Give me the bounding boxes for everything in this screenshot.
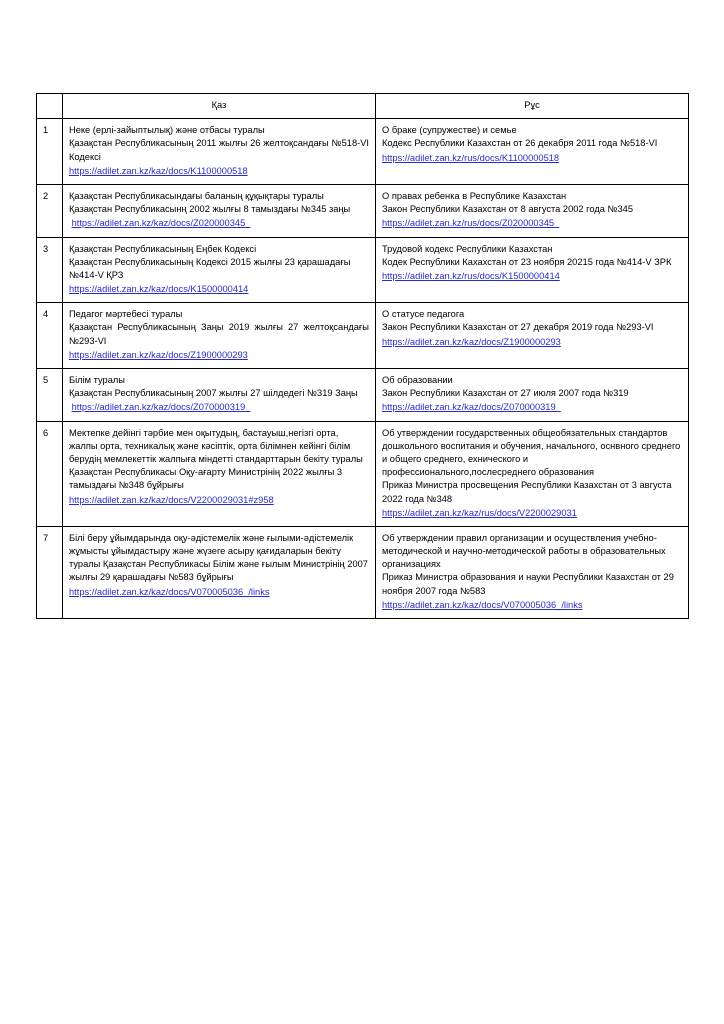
rus-source-link[interactable]: https://adilet.zan.kz/rus/docs/K1500000414 (382, 270, 560, 281)
table-row (37, 369, 689, 422)
rus-title: Трудовой кодекс Республики Казахстан (382, 243, 553, 254)
row-kaz-cell (63, 526, 376, 618)
rus-source-link[interactable]: https://adilet.zan.kz/kaz/docs/V070005036_/links (382, 599, 583, 610)
row-number: 4 (37, 303, 63, 369)
rus-reference: Приказ Министра просвещения Республики Казахстан от 3 августа 2022 года №348 (382, 480, 672, 504)
kaz-reference: Қазақстан Республикасының 2011 жылғы 26 желтоқсандағы №518-VI Кодексі (69, 138, 369, 162)
kaz-source-link[interactable]: https://adilet.zan.kz/kaz/docs/V070005036_/links (69, 586, 270, 597)
rus-reference: Закон Республики Казахстан от 8 августа 2002 года №345 (382, 204, 634, 215)
rus-source-link[interactable]: https://adilet.zan.kz/kaz/docs/Z1900000293 (382, 336, 561, 347)
rus-title: О правах ребенка в Республике Казахстан (382, 190, 567, 201)
table-row (37, 119, 689, 185)
table-row (37, 526, 689, 618)
kaz-title: Білі беру ұйымдарында оқу-әдістемелік және ғылыми-әдістемелік жұмысты ұйымдастыру және жүзеге асыру қағидаларын бекіту туралы Қазақстан Республикасы Білім және ғылым Министрінің 2007 жылғы 29 қарашадағы №583 бұйрығы (69, 532, 368, 583)
row-rus-cell (376, 526, 689, 618)
row-number: 5 (37, 369, 63, 422)
legal-documents-table (36, 93, 689, 619)
rus-reference: Закон Республики Казахстан от 27 июля 2007 года №319 (382, 388, 629, 399)
rus-source-link[interactable]: https://adilet.zan.kz/rus/docs/Z020000345 (382, 218, 555, 229)
table-body (37, 119, 689, 619)
rus-source-link[interactable]: https://adilet.zan.kz/rus/docs/K1100000518 (382, 152, 560, 163)
row-kaz-cell (63, 184, 376, 237)
rus-source-link[interactable]: https://adilet.zan.kz/kaz/docs/Z070000319 (382, 402, 556, 413)
kaz-reference: Қазақстан Республикасының 2007 жылғы 27 шілдедегі №319 Заңы (69, 388, 358, 399)
row-rus-cell (376, 184, 689, 237)
kaz-source-link[interactable]: https://adilet.zan.kz/kaz/docs/Z070000319 (71, 402, 246, 413)
table-row (37, 421, 689, 526)
row-rus-cell (376, 369, 689, 422)
rus-title: Об утверждении государственных общеобязательных стандартов дошкольного воспитания и обучения, начального, оснвного среднего и общего среднего, ехнического и профессионального,послесреднего образования (382, 427, 681, 478)
table-header (37, 94, 689, 119)
row-rus-cell (376, 303, 689, 369)
column-header-number (37, 94, 63, 119)
rus-reference: Кодек Республики Кахахстан от 23 ноября 20215 года №414-V ЗРК (382, 256, 672, 267)
kaz-title: Неке (ерлі-зайыптылық) және отбасы туралы (69, 125, 265, 136)
row-kaz-cell (63, 119, 376, 185)
row-rus-cell (376, 237, 689, 303)
kaz-source-link[interactable]: https://adilet.zan.kz/kaz/docs/Z1900000293 (69, 349, 248, 360)
row-number: 2 (37, 184, 63, 237)
row-number: 3 (37, 237, 63, 303)
kaz-reference: Қазақстан Республикасының Заңы 2019 жылғы 27 желтоқсандағы №293-VI (69, 322, 369, 346)
column-header-kaz: Қаз (63, 94, 376, 119)
rus-reference: Закон Республики Казахстан от 27 декабря 2019 года №293-VI (382, 322, 654, 333)
rus-title: Об утверждении правил организации и осуществления учебно-методической и научно-методической работы в образовательных организациях (382, 532, 666, 570)
rus-title: О браке (супружестве) и семье (382, 125, 517, 136)
rus-title: О статусе педагога (382, 309, 465, 320)
row-number: 1 (37, 119, 63, 185)
table-row (37, 237, 689, 303)
row-kaz-cell (63, 303, 376, 369)
kaz-title: Қазақстан Республикасындағы баланың құқықтары туралы (69, 190, 324, 201)
kaz-title: Педагог мәртебесі туралы (69, 309, 183, 320)
table-header-row (37, 94, 689, 119)
kaz-source-link[interactable]: https://adilet.zan.kz/kaz/docs/K1500000414 (69, 284, 249, 295)
kaz-source-link[interactable]: https://adilet.zan.kz/kaz/docs/K1100000518 (69, 165, 248, 176)
kaz-title: Қазақстан Республикасының Еңбек Кодексі (69, 243, 257, 254)
kaz-title: Мектепке дейінгі тәрбие мен оқытудың, бастауыш,негізгі орта, жалпы орта, техникалық және кәсіптік, орта білімнен кейінгі білім берудің мемлекеттік жалпыға міндетті стандарттарын бекіту туралы (69, 427, 363, 464)
row-kaz-cell (63, 421, 376, 526)
column-header-rus: Рұс (376, 94, 689, 119)
row-number: 7 (37, 526, 63, 618)
kaz-source-link[interactable]: https://adilet.zan.kz/kaz/docs/Z020000345 (71, 218, 246, 229)
kaz-source-link[interactable]: https://adilet.zan.kz/kaz/docs/V2200029031#z958 (69, 494, 274, 505)
kaz-reference: Қазақстан Республикасынң 2002 жылғы 8 тамыздағы №345 заңы (69, 204, 351, 215)
row-number: 6 (37, 421, 63, 526)
row-rus-cell (376, 421, 689, 526)
row-kaz-cell (63, 237, 376, 303)
row-kaz-cell (63, 369, 376, 422)
row-rus-cell (376, 119, 689, 185)
rus-source-link[interactable]: https://adilet.zan.kz/kaz/rus/docs/V2200029031 (382, 507, 577, 518)
kaz-title: Білім туралы (69, 375, 125, 385)
rus-title: Об образовании (382, 375, 453, 385)
rus-reference: Приказ Министра образования и науки Республики Казахстан от 29 ноября 2007 года №583 (382, 572, 674, 596)
table-row (37, 303, 689, 369)
kaz-reference: Қазақстан Республикасының Кодексі 2015 жылғы 23 қарашадағы №414-V ҚРЗ (69, 256, 351, 280)
kaz-reference: Қазақстан Республикасы Оқу-ағарту Министрінің 2022 жылғы 3 тамыздағы №348 бұйрығы (69, 467, 343, 491)
rus-reference: Кодекс Республики Казахстан от 26 декабря 2011 года №518-VI (382, 138, 658, 149)
table-row (37, 184, 689, 237)
